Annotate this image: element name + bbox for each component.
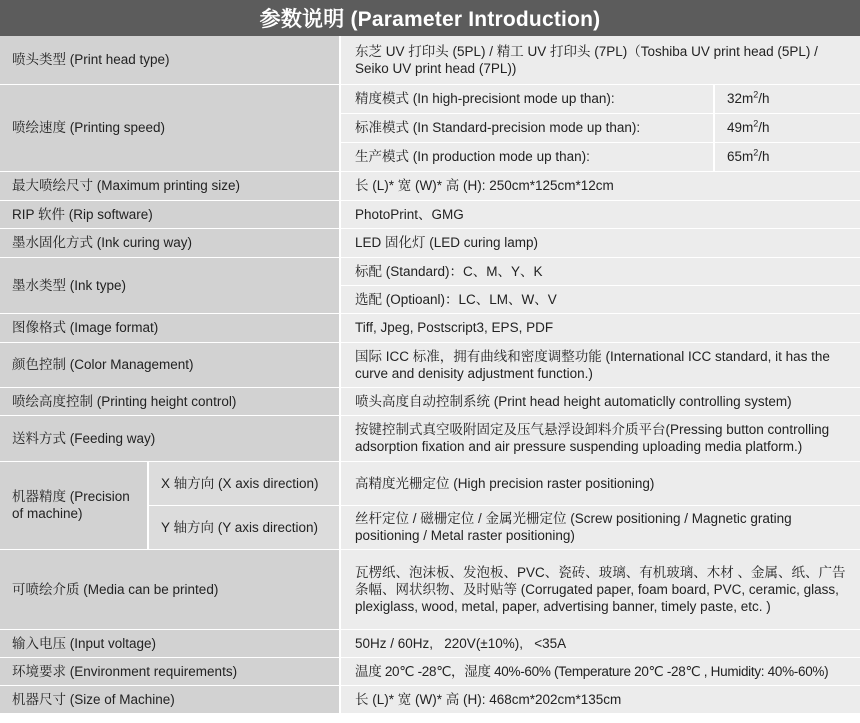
row-label-machine-size: 机器尺寸 (Size of Machine) [0, 685, 340, 713]
row-value-print-head: 东芝 UV 打印头 (5PL) / 精工 UV 打印头 (7PL)（Toshiba UV print head (5PL) / Seiko UV print head (7PL)) [340, 36, 860, 84]
row-label-environment: 环境要求 (Environment requirements) [0, 657, 340, 685]
table-row [0, 200, 860, 228]
row-value-color-mgmt: 国际 ICC 标准，拥有曲线和密度调整功能 (International ICC standard, it has the curve and denisity adjustment function.) [340, 342, 860, 387]
speed-value-high: $32m^2/h$ [714, 84, 860, 113]
row-label-rip: RIP 软件 (Rip software) [0, 200, 340, 228]
row-label-image-format: 图像格式 (Image format) [0, 313, 340, 342]
row-label-precision: 机器精度 (Precision of machine) [0, 461, 148, 549]
table-row [0, 36, 860, 84]
row-value-max-size: 长 (L)* 宽 (W)* 高 (H): 250cm*125cm*12cm [340, 171, 860, 200]
speed-mode-standard: 标准模式 (In Standard-precision mode up than): [340, 113, 714, 142]
row-label-printing-speed: 喷绘速度 (Printing speed) [0, 84, 340, 171]
table-row [0, 171, 860, 200]
speed-mode-high: 精度模式 (In high-precisiont mode up than): [340, 84, 714, 113]
row-value-rip: PhotoPrint、GMG [340, 200, 860, 228]
page-title: 参数说明 (Parameter Introduction) [0, 0, 860, 36]
row-label-media: 可喷绘介质 (Media can be printed) [0, 549, 340, 629]
table-row [0, 415, 860, 461]
row-label-max-size: 最大喷绘尺寸 (Maximum printing size) [0, 171, 340, 200]
ink-standard: 标配 (Standard)：C、M、Y、K [340, 257, 860, 285]
row-label-print-head: 喷头类型 (Print head type) [0, 36, 340, 84]
speed-value-standard: $49m^2/h$ [714, 113, 860, 142]
table-row [0, 685, 860, 713]
row-value-image-format: Tiff, Jpeg, Postscript3, EPS, PDF [340, 313, 860, 342]
row-value-voltage: 50Hz / 60Hz, 220V(±10%), <35A [340, 629, 860, 657]
row-value-machine-size: 长 (L)* 宽 (W)* 高 (H): 468cm*202cm*135cm [340, 685, 860, 713]
row-value-curing: LED 固化灯 (LED curing lamp) [340, 228, 860, 257]
table-row [0, 461, 860, 505]
row-label-color-mgmt: 颜色控制 (Color Management) [0, 342, 340, 387]
table-row [0, 84, 860, 113]
row-value-environment: 温度 20℃ -28℃，湿度 40%-60% (Temperature 20℃ -28℃ , Humidity: 40%-60%) [340, 657, 860, 685]
row-label-voltage: 输入电压 (Input voltage) [0, 629, 340, 657]
row-value-height-control: 喷头高度自动控制系统 (Print head height automaticlly controlling system) [340, 387, 860, 415]
table-row [0, 657, 860, 685]
precision-y-label: Y 轴方向 (Y axis direction) [148, 505, 340, 549]
row-label-height-control: 喷绘高度控制 (Printing height control) [0, 387, 340, 415]
speed-mode-production: 生产模式 (In production mode up than): [340, 142, 714, 171]
row-label-curing: 墨水固化方式 (Ink curing way) [0, 228, 340, 257]
row-value-media: 瓦楞纸、泡沫板、发泡板、PVC、瓷砖、玻璃、有机玻璃、木材 、金属、纸、广告条幅、网状织物、及时贴等 (Corrugated paper, foam board, PVC, ceramic, glass, plexiglass, wood, metal, paper, advertising banner, timely paste, etc. ) [340, 549, 860, 629]
precision-x-label: X 轴方向 (X axis direction) [148, 461, 340, 505]
table-row [0, 342, 860, 387]
table-row [0, 387, 860, 415]
ink-optional: 选配 (Optioanl)：LC、LM、W、V [340, 285, 860, 313]
row-value-feeding: 按键控制式真空吸附固定及压气悬浮设卸料介质平台(Pressing button controlling adsorption fixation and air pressure suspending uploading media platform.) [340, 415, 860, 461]
precision-y-value: 丝杆定位 / 磁栅定位 / 金属光栅定位 (Screw positioning / Magnetic grating positioning / Metal raster positioning) [340, 505, 860, 549]
row-label-ink-type: 墨水类型 (Ink type) [0, 257, 340, 313]
table-row [0, 257, 860, 285]
parameter-table [0, 36, 860, 714]
table-row [0, 313, 860, 342]
row-label-feeding: 送料方式 (Feeding way) [0, 415, 340, 461]
table-row [0, 228, 860, 257]
table-row [0, 549, 860, 629]
precision-x-value: 高精度光栅定位 (High precision raster positioning) [340, 461, 860, 505]
speed-value-production: $65m^2/h$ [714, 142, 860, 171]
table-row [0, 629, 860, 657]
